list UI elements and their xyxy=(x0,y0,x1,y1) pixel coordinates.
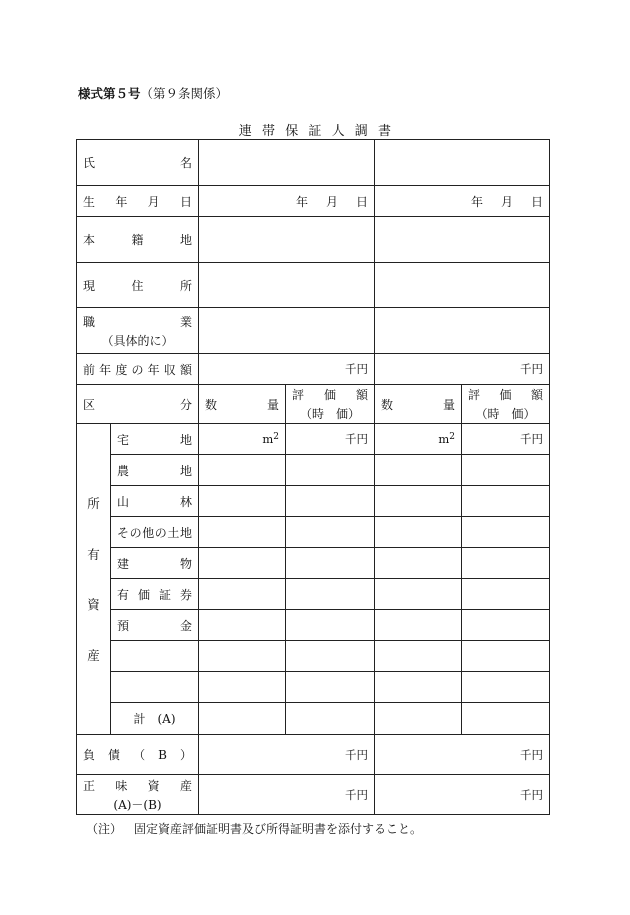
debt-field-1[interactable]: 千円 xyxy=(199,735,375,775)
name-field-1[interactable] xyxy=(199,140,375,186)
value-field[interactable] xyxy=(462,672,550,703)
value-field[interactable] xyxy=(286,641,375,672)
label-income: 前 年 度 の 年 収 額 xyxy=(77,354,199,385)
area-field[interactable] xyxy=(375,672,462,703)
birthdate-field-1[interactable]: 年 月 日 xyxy=(199,186,375,217)
row-name xyxy=(77,140,550,186)
footnote-label: （注） xyxy=(86,822,123,836)
value-field[interactable] xyxy=(286,455,375,486)
asset-label: 預 金 xyxy=(111,610,199,641)
row-debt xyxy=(77,735,550,775)
area-field[interactable] xyxy=(375,579,462,610)
area-field[interactable] xyxy=(375,641,462,672)
area-field[interactable] xyxy=(375,610,462,641)
row-birthdate xyxy=(77,186,550,217)
label-address: 現 住 所 xyxy=(77,263,199,308)
row-asset-securities xyxy=(77,579,550,610)
occupation-field-2[interactable] xyxy=(375,308,550,354)
address-field-1[interactable] xyxy=(199,263,375,308)
value-field[interactable] xyxy=(286,517,375,548)
row-category-header xyxy=(77,385,550,424)
value-field[interactable]: 千円 xyxy=(462,424,550,455)
area-field[interactable]: $m^2$ xyxy=(375,424,462,455)
domicile-field-1[interactable] xyxy=(199,217,375,263)
header-quantity-1: 数 量 xyxy=(199,385,286,424)
row-occupation xyxy=(77,308,550,354)
header-valuation-2: 評 価 額 （時 価） xyxy=(462,385,550,424)
value-field[interactable] xyxy=(462,486,550,517)
row-asset-deposits xyxy=(77,610,550,641)
area-field[interactable] xyxy=(199,610,286,641)
row-asset-other-land xyxy=(77,517,550,548)
area-field[interactable] xyxy=(375,548,462,579)
value-field[interactable] xyxy=(286,672,375,703)
row-income xyxy=(77,354,550,385)
label-occupation: 職 業 （具体的に） xyxy=(77,308,199,354)
label-total: 計 (A) xyxy=(111,703,199,735)
row-asset-forest xyxy=(77,486,550,517)
area-field[interactable] xyxy=(375,455,462,486)
row-asset-blank xyxy=(77,672,550,703)
domicile-field-2[interactable] xyxy=(375,217,550,263)
area-field[interactable] xyxy=(375,517,462,548)
guarantor-form-table xyxy=(76,139,550,815)
row-address xyxy=(77,263,550,308)
area-field[interactable] xyxy=(199,486,286,517)
area-field[interactable] xyxy=(199,517,286,548)
row-asset-blank xyxy=(77,641,550,672)
net-assets-field-2[interactable]: 千円 xyxy=(375,775,550,815)
area-field[interactable] xyxy=(199,703,286,735)
row-domicile xyxy=(77,217,550,263)
value-field[interactable] xyxy=(286,548,375,579)
label-category: 区 分 xyxy=(77,385,199,424)
birthdate-field-2[interactable]: 年 月 日 xyxy=(375,186,550,217)
label-net-assets: 正 味 資 産 (A)－(B) xyxy=(77,775,199,815)
label-name: 氏 名 xyxy=(77,140,199,186)
document-title: 連 帯 保 証 人 調 書 xyxy=(238,124,392,139)
form-number: 様式第５号（第９条関係） xyxy=(78,86,229,101)
value-field[interactable] xyxy=(462,455,550,486)
area-field[interactable] xyxy=(199,548,286,579)
value-field[interactable] xyxy=(462,517,550,548)
asset-label: 山 林 xyxy=(111,486,199,517)
debt-field-2[interactable]: 千円 xyxy=(375,735,550,775)
label-birthdate: 生 年 月 日 xyxy=(77,186,199,217)
income-field-2[interactable]: 千円 xyxy=(375,354,550,385)
address-field-2[interactable] xyxy=(375,263,550,308)
asset-label-blank[interactable] xyxy=(111,672,199,703)
label-domicile: 本 籍 地 xyxy=(77,217,199,263)
row-asset-total xyxy=(77,703,550,735)
row-asset-farmland xyxy=(77,455,550,486)
footnote-text: 固定資産評価証明書及び所得証明書を添付すること。 xyxy=(134,822,423,836)
asset-label: 建 物 xyxy=(111,548,199,579)
asset-label: 農 地 xyxy=(111,455,199,486)
asset-label-blank[interactable] xyxy=(111,641,199,672)
value-field[interactable] xyxy=(286,486,375,517)
value-field[interactable] xyxy=(286,579,375,610)
footnote xyxy=(86,820,422,837)
area-field[interactable] xyxy=(375,486,462,517)
value-field[interactable]: 千円 xyxy=(286,424,375,455)
name-field-2[interactable] xyxy=(375,140,550,186)
value-field[interactable] xyxy=(462,610,550,641)
asset-label: 宅 地 xyxy=(111,424,199,455)
row-asset-residential-land xyxy=(77,424,550,455)
area-field[interactable] xyxy=(199,641,286,672)
area-field[interactable] xyxy=(199,455,286,486)
value-field[interactable] xyxy=(286,703,375,735)
value-field[interactable] xyxy=(286,610,375,641)
income-field-1[interactable]: 千円 xyxy=(199,354,375,385)
value-field[interactable] xyxy=(462,703,550,735)
asset-label: そ の 他 の 土 地 xyxy=(111,517,199,548)
area-field[interactable] xyxy=(199,672,286,703)
net-assets-field-1[interactable]: 千円 xyxy=(199,775,375,815)
value-field[interactable] xyxy=(462,548,550,579)
asset-label: 有 価 証 券 xyxy=(111,579,199,610)
value-field[interactable] xyxy=(462,579,550,610)
area-field[interactable] xyxy=(199,579,286,610)
label-debt: 負 債 （ B ） xyxy=(77,735,199,775)
row-net-assets xyxy=(77,775,550,815)
row-asset-building xyxy=(77,548,550,579)
header-valuation-1: 評 価 額 （時 価） xyxy=(286,385,375,424)
header-quantity-2: 数 量 xyxy=(375,385,462,424)
occupation-field-1[interactable] xyxy=(199,308,375,354)
area-field[interactable]: $m^2$ xyxy=(199,424,286,455)
area-field[interactable] xyxy=(375,703,462,735)
value-field[interactable] xyxy=(462,641,550,672)
label-owned-assets: 所 有 資 産 xyxy=(77,424,111,735)
